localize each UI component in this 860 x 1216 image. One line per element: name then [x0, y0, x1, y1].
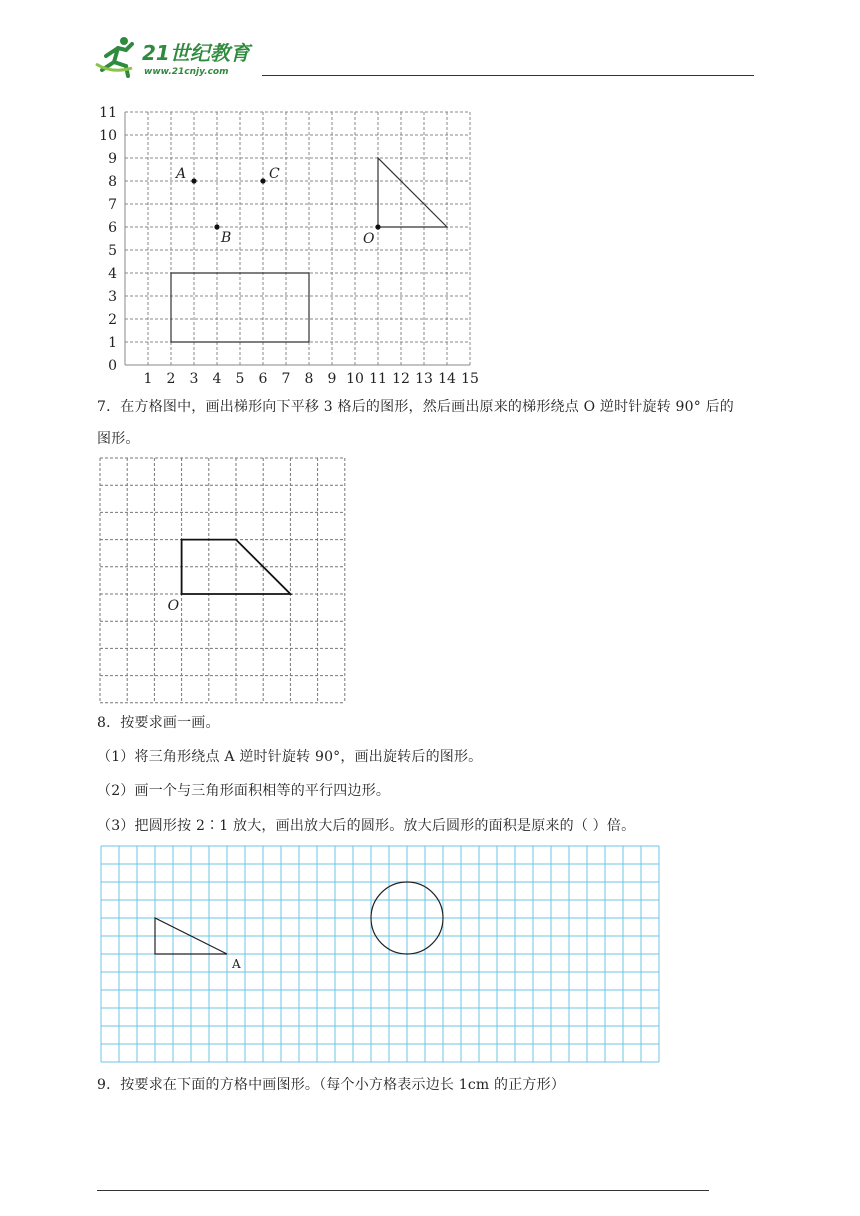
y-tick-label: 10 — [99, 128, 117, 144]
y-tick-label: 4 — [108, 266, 117, 282]
x-tick-label: 3 — [189, 371, 199, 387]
x-tick-label: 14 — [438, 371, 456, 387]
q7-pivot-label: O — [167, 598, 180, 614]
q7-line2: 图形。 — [97, 431, 140, 447]
x-tick-label: 2 — [166, 371, 176, 387]
point-c-dot — [260, 178, 265, 183]
x-tick-label: 4 — [212, 371, 222, 387]
q7-line1: 7．在方格图中，画出梯形向下平移 3 格后的图形，然后画出原来的梯形绕点 O 逆时针旋转 90° 后的 — [97, 399, 735, 415]
y-tick-label: 7 — [108, 197, 117, 213]
q8-point-a-label: A — [232, 957, 241, 971]
x-tick-label: 12 — [392, 371, 410, 387]
q8-grid-figure — [95, 840, 665, 1068]
runner-logo-icon — [92, 34, 262, 78]
x-tick-label: 8 — [304, 371, 314, 387]
header-logo — [92, 34, 262, 78]
x-tick-label: 1 — [143, 371, 153, 387]
q8-item1: （1）将三角形绕点 A 逆时针旋转 90°，画出旋转后的图形。 — [97, 749, 483, 765]
q8-title: 8．按要求画一画。 — [97, 715, 220, 731]
point-b-dot — [214, 224, 219, 229]
x-tick-label: 10 — [346, 371, 364, 387]
y-tick-label: 6 — [108, 220, 117, 236]
y-tick-label: 3 — [108, 289, 117, 305]
y-tick-label: 2 — [108, 312, 117, 328]
x-tick-label: 15 — [461, 371, 479, 387]
y-tick-label: 5 — [108, 243, 117, 259]
triangle-shape — [378, 158, 447, 227]
y-tick-label: 11 — [99, 105, 117, 121]
point-c-label: C — [269, 166, 280, 182]
q8-item3: （3）把圆形按 2∶1 放大，画出放大后的圆形。放大后圆形的面积是原来的（ ）倍。 — [97, 818, 636, 834]
y-tick-label: 9 — [108, 151, 117, 167]
y-tick-label: 1 — [108, 335, 117, 351]
point-b-label: B — [221, 230, 232, 246]
coordinate-grid-lines — [125, 112, 470, 365]
x-tick-label: 6 — [258, 371, 268, 387]
x-tick-label: 7 — [281, 371, 291, 387]
q7-grid-lines — [100, 458, 345, 703]
coordinate-labels — [99, 105, 479, 387]
point-o-label: O — [363, 231, 375, 247]
header-rule — [262, 75, 754, 76]
point-a-dot — [191, 178, 196, 183]
y-tick-label: 0 — [108, 358, 117, 374]
footer-rule — [97, 1190, 709, 1191]
point-a-label: A — [176, 166, 187, 182]
logo-title: 21世纪教育 — [142, 41, 250, 65]
y-tick-label: 8 — [108, 174, 117, 190]
q8-item2: （2）画一个与三角形面积相等的平行四边形。 — [97, 783, 391, 799]
x-tick-label: 5 — [235, 371, 245, 387]
logo-url: www.21cnjy.com — [144, 67, 229, 77]
point-o-dot — [375, 224, 380, 229]
x-tick-label: 13 — [415, 371, 433, 387]
coordinate-grid-figure — [95, 98, 485, 388]
q9-text: 9．按要求在下面的方格中画图形。（每个小方格表示边长 1cm 的正方形） — [97, 1077, 566, 1093]
q7-grid-figure — [95, 455, 350, 707]
x-tick-label: 9 — [327, 371, 337, 387]
x-tick-label: 11 — [369, 371, 387, 387]
